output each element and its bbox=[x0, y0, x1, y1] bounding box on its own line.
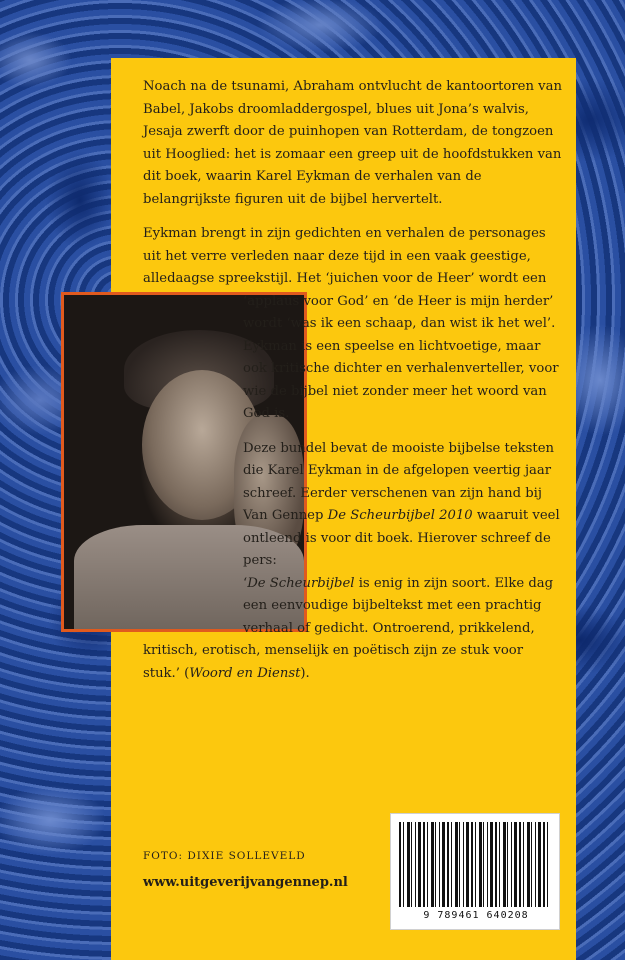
barcode-bars bbox=[399, 822, 551, 907]
isbn-number: 9 789461 640208 bbox=[423, 910, 529, 921]
quote-end: ). bbox=[300, 665, 310, 681]
paragraph-1: Noach na de tsunami, Abraham ontvlucht de kantoortoren van Babel, Jakobs droomladdergospel, blues uit Jona’s walvis, Jesaja zwerft door de puinhopen van Rotterdam, de tongzoen uit Hooglied: het is zomaar een greep uit de hoofdstukken van dit boek, waarin Karel Eykman de verhalen van de belangrijkste figuren uit de bijbel hervertelt. bbox=[143, 79, 562, 207]
quote-source: Woord en Dienst bbox=[189, 665, 301, 681]
paragraph-3-rest: waaruit veel ontleend is voor dit boek. Hierover schreef de pers: bbox=[243, 508, 560, 568]
isbn-barcode bbox=[390, 813, 560, 930]
photo-credit: FOTO: DIXIE SOLLEVELD bbox=[143, 850, 306, 862]
photo-wrap-spacer bbox=[61, 292, 243, 634]
paragraph-2-text: Eykman brengt in zijn gedichten en verhalen de personages uit het verre verleden naar deze tijd in een vaak geestige, alledaagse spreekstijl. Het ‘juichen voor de Heer’ wordt een ‘applaus voor God’ en ‘de Heer is mijn herder’ wordt ‘was ik een schaap, dan wist ik het wel’. Eykman is een speelse en lichtvoetige, maar ook kritische dichter en verhalenverteller, voor wie de bijbel niet zonder meer het woord van God is. bbox=[143, 226, 559, 421]
quote-open: ‘ bbox=[243, 575, 248, 591]
quote-title: De Scheurbijbel bbox=[247, 575, 355, 591]
paragraph-2 bbox=[143, 223, 563, 426]
book-title: De Scheurbijbel 2010 bbox=[327, 508, 473, 523]
blurb-text bbox=[143, 76, 563, 697]
publisher-website: www.uitgeverijvangennep.nl bbox=[143, 875, 348, 890]
quote-text: is enig in zijn soort. Elke dag een eenvoudige bijbeltekst met een prachtig verhaal of gedicht. Ontroerend, prikkelend, kritisch, erotisch, menselijk en poëtisch zijn ze stuk voor stuk.’ ( bbox=[143, 575, 554, 681]
paragraph-3-text: Deze bundel bevat de mooiste bijbelse teksten die Karel Eykman in de afgelopen veertig jaar schreef. Eerder verschenen van zijn hand bij Van Gennep bbox=[243, 440, 554, 523]
